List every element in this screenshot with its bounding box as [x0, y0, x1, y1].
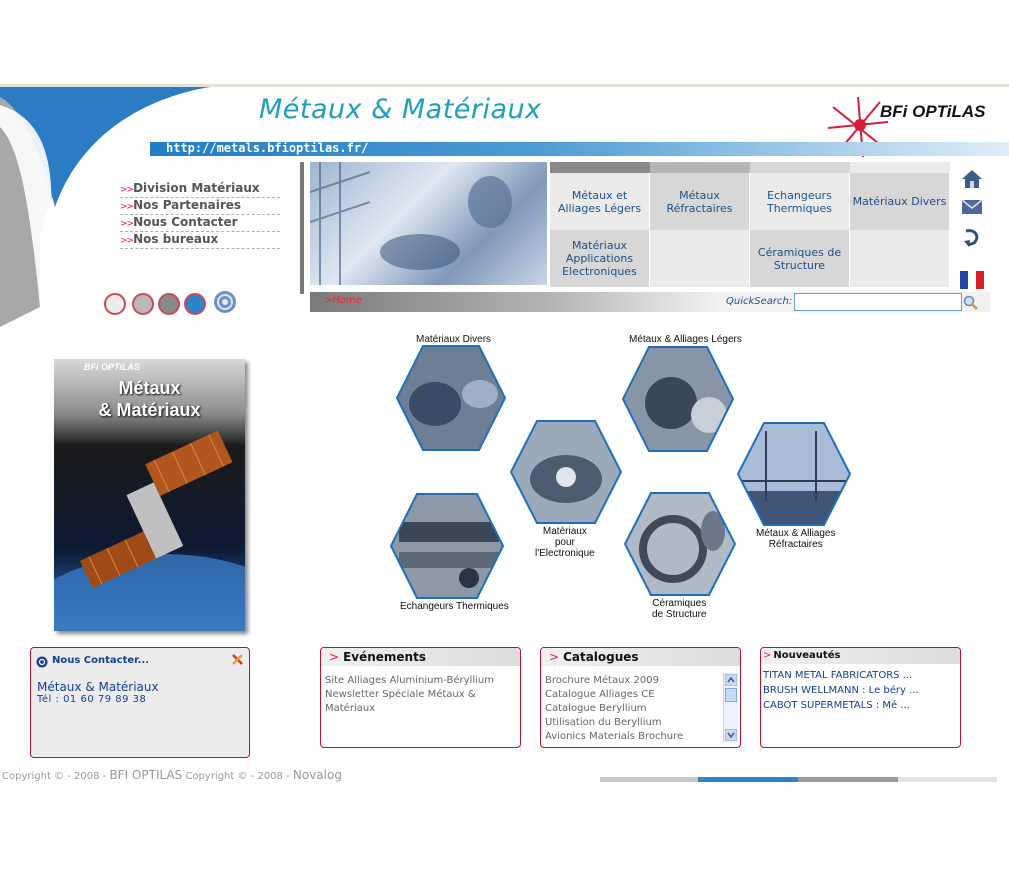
spiral-icon[interactable] [212, 289, 238, 315]
catalogues-scrollbar[interactable] [723, 673, 738, 743]
catalogue-item[interactable]: Utilisation du Beryllium [545, 717, 662, 728]
hex-materiaux-divers[interactable] [395, 344, 507, 452]
scroll-thumb[interactable] [725, 688, 737, 702]
cat-materiaux-electroniques[interactable]: Matériaux Applications Electroniques [550, 230, 649, 287]
footer-bar-segment [798, 777, 898, 782]
events-header [321, 648, 520, 666]
grid-top-strip [550, 162, 650, 173]
hex-metaux-refractaires[interactable] [736, 421, 852, 527]
hex-label-line: l'Electronique [535, 548, 595, 559]
footer-copyright-1: Copyright © - 2008 - [2, 771, 107, 782]
header-arrow: > [763, 650, 772, 661]
vertical-divider [300, 162, 304, 294]
nav-nous-contacter[interactable] [120, 215, 280, 232]
events-list [321, 666, 520, 716]
theme-dot-blue[interactable] [184, 293, 206, 315]
nav-label: Division Matériaux [133, 181, 260, 195]
news-item[interactable]: TITAN METAL FABRICATORS ... [763, 670, 913, 681]
catalogues-header [541, 648, 740, 666]
logo-text: BFi OPTiLAS [880, 102, 986, 121]
grid-top-strip [650, 162, 750, 173]
cat-empty-1 [650, 230, 749, 287]
hex-ceramiques-structure[interactable] [623, 491, 737, 597]
theme-dot-light[interactable] [104, 293, 126, 315]
french-flag-icon[interactable] [960, 268, 984, 292]
hex-echangeurs-thermiques[interactable] [389, 492, 505, 600]
grid-top-strip [850, 162, 950, 173]
mail-icon[interactable] [960, 195, 984, 219]
news-item[interactable]: CABOT SUPERMETALS : Mé ... [763, 700, 910, 711]
cat-materiaux-divers[interactable]: Matériaux Divers [850, 173, 949, 230]
theme-dot-grey[interactable] [158, 293, 180, 315]
header-arrow: > [329, 650, 340, 664]
site-title: Métaux & Matériaux [259, 94, 542, 125]
search-icon[interactable] [962, 294, 980, 312]
scroll-down-icon[interactable] [725, 729, 737, 741]
hex-label-metaux-refractaires [756, 528, 836, 550]
events-item[interactable]: Site Alliages Aluminium-Béryllium [325, 675, 494, 686]
quicksearch-label: QuickSearch: [726, 296, 793, 307]
brochure-line2: & Matériaux [98, 400, 201, 420]
nav-nos-partenaires[interactable] [120, 198, 280, 215]
quicksearch-input[interactable] [794, 293, 962, 311]
close-icon[interactable] [231, 653, 244, 666]
hex-label-echangeurs-thermiques: Echangeurs Thermiques [400, 601, 509, 612]
cat-echangeurs-thermiques[interactable]: Echangeurs Thermiques [750, 173, 849, 230]
nav-arrow: >> [120, 219, 134, 229]
back-arrow-icon[interactable] [960, 225, 984, 249]
footer-novalog-link[interactable]: Novalog [292, 768, 342, 782]
nav-label: Nos Partenaires [133, 198, 242, 212]
brochure-title [54, 377, 245, 421]
nav-label: Nos bureaux [133, 232, 219, 246]
nav-label: Nous Contacter [133, 215, 238, 229]
contact-title[interactable]: Nous Contacter... [52, 655, 150, 666]
hex-label-ceramiques-structure [652, 598, 706, 620]
header-arrow: > [549, 650, 560, 664]
banner-image [310, 162, 547, 285]
footer-copyright [2, 768, 342, 782]
hex-label-line: Métaux & Alliages [756, 528, 836, 539]
events-item[interactable]: Matériaux [325, 703, 376, 714]
hex-label-line: de Structure [652, 609, 707, 620]
footer-bar-segment [898, 777, 997, 782]
breadcrumb[interactable] [324, 295, 362, 306]
hex-label-materiaux-divers: Matériaux Divers [416, 334, 492, 345]
catalogue-item[interactable]: Catalogue Beryllium [545, 703, 647, 714]
news-list [761, 664, 960, 713]
breadcrumb-home: Home [332, 295, 362, 306]
footer-bar-segment [600, 777, 698, 782]
hex-label-materiaux-electronique [535, 526, 595, 559]
footer-copyright-2: Copyright © - 2008 - [185, 771, 290, 782]
nav-nos-bureaux[interactable] [120, 232, 280, 249]
hex-label-line: Céramiques [652, 598, 707, 609]
theme-dot-silver[interactable] [132, 293, 154, 315]
grid-top-strip [750, 162, 850, 173]
nav-arrow: >> [120, 236, 134, 246]
brochure-logo: BFi OPTiLAS [84, 362, 140, 372]
hex-label-line: pour [554, 537, 575, 548]
events-box [320, 647, 521, 748]
contact-phone: Tél : 01 60 79 89 38 [37, 694, 147, 705]
events-item[interactable]: Newsletter Spéciale Métaux & [325, 689, 476, 700]
contact-bullet-icon [36, 656, 48, 668]
catalogue-item[interactable]: Catalogue Alliages CE [545, 689, 655, 700]
home-icon[interactable] [960, 167, 984, 191]
hex-metaux-alliages-legers[interactable] [621, 345, 735, 453]
news-box [760, 647, 961, 748]
footer-bar-segment [698, 777, 798, 782]
news-item[interactable]: BRUSH WELLMANN : Le béry ... [763, 685, 919, 696]
site-url[interactable]: http://metals.bfioptilas.fr/ [166, 141, 369, 155]
cat-metaux-alliages-legers[interactable]: Métaux et Alliages Légers [550, 173, 649, 230]
cat-empty-2 [850, 230, 949, 287]
hex-label-line: Matériaux [542, 526, 587, 537]
brochure-line1: Métaux [118, 378, 181, 398]
news-title: Nouveautés [773, 650, 841, 661]
catalogues-box [540, 647, 741, 748]
catalogue-item[interactable]: Avionics Materials Brochure [545, 731, 684, 742]
catalogues-title: Catalogues [563, 650, 639, 664]
news-header [761, 648, 960, 664]
catalogues-list [541, 666, 740, 744]
contact-name: Métaux & Matériaux [37, 680, 159, 694]
events-title: Evénements [343, 650, 426, 664]
nav-arrow: >> [120, 185, 134, 195]
hex-label-metaux-alliages-legers: Métaux & Alliages Légers [629, 334, 742, 345]
scroll-up-icon[interactable] [725, 674, 737, 686]
hex-label-line: Réfractaires [768, 539, 823, 550]
catalogue-item[interactable]: Brochure Métaux 2009 [545, 675, 659, 686]
cat-metaux-refractaires[interactable]: Métaux Réfractaires [650, 173, 749, 230]
footer-bfi-link[interactable]: BFI OPTILAS [109, 768, 183, 782]
hex-materiaux-electronique[interactable] [509, 419, 623, 525]
cat-ceramiques-structure[interactable]: Céramiques de Structure [750, 230, 849, 287]
nav-arrow: >> [120, 202, 134, 212]
nav-division-materiaux[interactable] [120, 181, 280, 198]
banner-art [310, 162, 547, 285]
breadcrumb-arrow: > [324, 295, 333, 306]
